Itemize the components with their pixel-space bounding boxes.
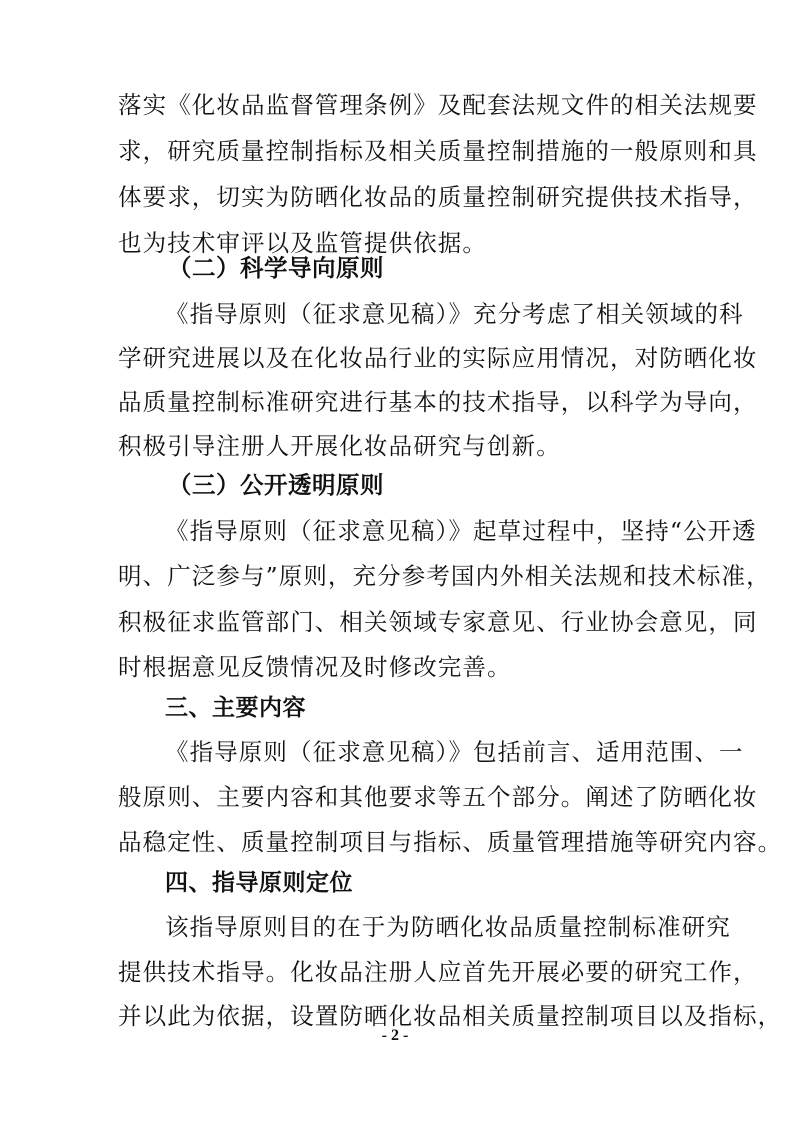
paragraph-line: 也为技术审评以及监管提供依据。 <box>118 229 487 257</box>
paragraph-line: 时根据意见反馈情况及时修改完善。 <box>118 653 512 681</box>
paragraph-line: 该指导原则目的在于为防晒化妆品质量控制标准研究 <box>165 913 731 941</box>
paragraph-line: 《指导原则（征求意见稿）》起草过程中，坚持“公开透 <box>165 517 757 545</box>
paragraph-line: 般原则、主要内容和其他要求等五个部分。阐述了防晒化妆 <box>118 783 758 811</box>
paragraph-line: 体要求，切实为防晒化妆品的质量控制研究提供技术指导， <box>118 183 758 211</box>
section-heading: （二）科学导向原则 <box>168 254 384 282</box>
paragraph-line: 提供技术指导。化妆品注册人应首先开展必要的研究工作， <box>118 958 758 986</box>
paragraph-line: 落实《化妆品监督管理条例》及配套法规文件的相关法规要 <box>118 91 758 119</box>
paragraph-line: 学研究进展以及在化妆品行业的实际应用情况，对防晒化妆 <box>118 344 758 372</box>
paragraph-line: 积极征求监管部门、相关领域专家意见、行业协会意见，同 <box>118 608 758 636</box>
paragraph-line: 明、广泛参与”原则，充分参考国内外相关法规和技术标准， <box>118 562 771 590</box>
paragraph-line: 并以此为依据，设置防晒化妆品相关质量控制项目以及指标， <box>118 1002 783 1030</box>
paragraph-line: 《指导原则（征求意见稿）》充分考虑了相关领域的科 <box>165 300 744 328</box>
section-heading: （三）公开透明原则 <box>168 471 384 499</box>
paragraph-line: 积极引导注册人开展化妆品研究与创新。 <box>118 432 561 460</box>
paragraph-line: 《指导原则（征求意见稿）》包括前言、适用范围、一 <box>165 738 744 766</box>
section-heading: 四、指导原则定位 <box>165 870 353 896</box>
section-heading: 三、主要内容 <box>165 695 306 721</box>
paragraph-line: 求，研究质量控制指标及相关质量控制措施的一般原则和具 <box>118 137 758 165</box>
paragraph-line: 品稳定性、质量控制项目与指标、质量管理措施等研究内容。 <box>118 828 783 856</box>
paragraph-line: 品质量控制标准研究进行基本的技术指导，以科学为导向， <box>118 388 758 416</box>
page-number: - 2 - <box>381 1027 409 1044</box>
